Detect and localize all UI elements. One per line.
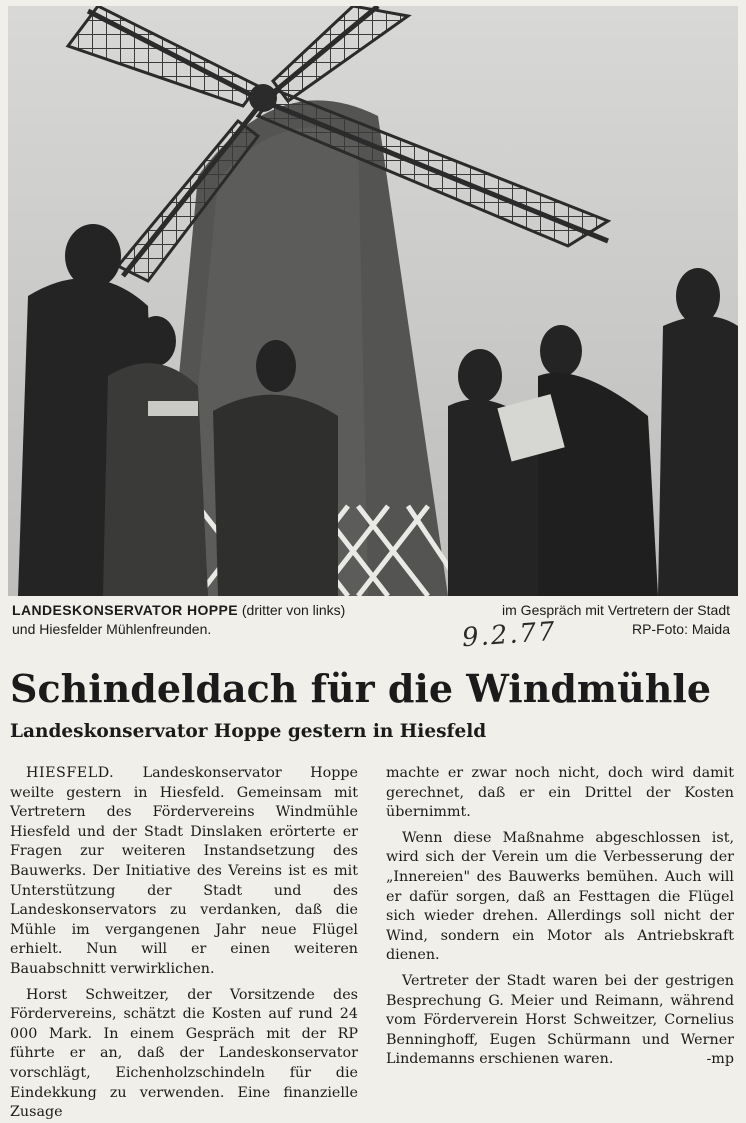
paragraph-text: Landeskonservator Hoppe weilte gestern in Hiesfeld. Gemeinsam mit Vertretern des Fördervereins Windmühle Hiesfeld und der Stadt Dinslaken erörterte er Fragen zur weiteren Instandsetzung des Bauwerks. Der Initiative des Vereins ist es mit Unterstützung der Stadt und des Landeskonservators zu verdanken, daß die Mühle im vergangenen Jahr neue Flügel erhielt. Nun will er einen weiteren Bauabschnitt verwirklichen.	[10, 765, 358, 977]
caption-left-line2: und Hiesfelder Mühlenfreunden.	[12, 621, 212, 637]
caption-right-line1: im Gespräch mit Vertretern der Stadt	[502, 602, 730, 618]
dateline: HIESFELD.	[26, 765, 115, 781]
windmill-photo	[8, 6, 738, 596]
windmill-photo-icon	[8, 6, 738, 596]
article-paragraph: Wenn diese Maßnahme abgeschlossen ist, wird sich der Verein um die Verbesserung der „Innereien" des Bauwerks bemühen. Auch will er dafür sorgen, daß an Festtagen die Flügel sich wieder drehen. Allerdings soll nicht der Wind, sondern ein Motor als Antriebskraft dienen.	[386, 829, 734, 964]
article-paragraph	[10, 764, 358, 980]
paragraph-text: Vertreter der Stadt waren bei der gestrigen Besprechung G. Meier und Reimann, während vom Förderverein Horst Schweitzer, Cornelius Benninghoff, Eugen Schürmann und Werner Lindemanns erschienen waren.	[386, 972, 734, 1068]
article-paragraph: machte er zwar noch nicht, doch wird damit gerechnet, daß er ein Drittel der Kosten übernimmt.	[386, 765, 734, 821]
handwritten-date: 9.2.77	[461, 616, 558, 654]
photo-caption	[12, 601, 736, 641]
article-paragraph	[386, 972, 734, 1070]
article-column-right	[386, 764, 734, 1070]
caption-left-rest: (dritter von links)	[237, 602, 346, 618]
caption-bold-lead: LANDESKONSERVATOR HOPPE	[12, 602, 238, 618]
headline: Schindeldach für die Windmühle	[10, 666, 711, 711]
article-paragraph: Horst Schweitzer, der Vorsitzende des Fördervereins, schätzt die Kosten auf rund 24 000 Mark. In einem Gespräch mit der RP führte er an, daß der Landeskonservator vorschlägt, Eichenholzschindeln für die Eindekkung zu verwenden. Eine finanzielle Zusage	[10, 986, 358, 1121]
author-signature: -mp	[706, 1051, 734, 1068]
subheadline: Landeskonservator Hoppe gestern in Hiesfeld	[10, 721, 487, 742]
caption-left	[12, 601, 432, 639]
article-column-left	[10, 764, 358, 1123]
caption-credit: RP-Foto: Maida	[631, 621, 730, 637]
